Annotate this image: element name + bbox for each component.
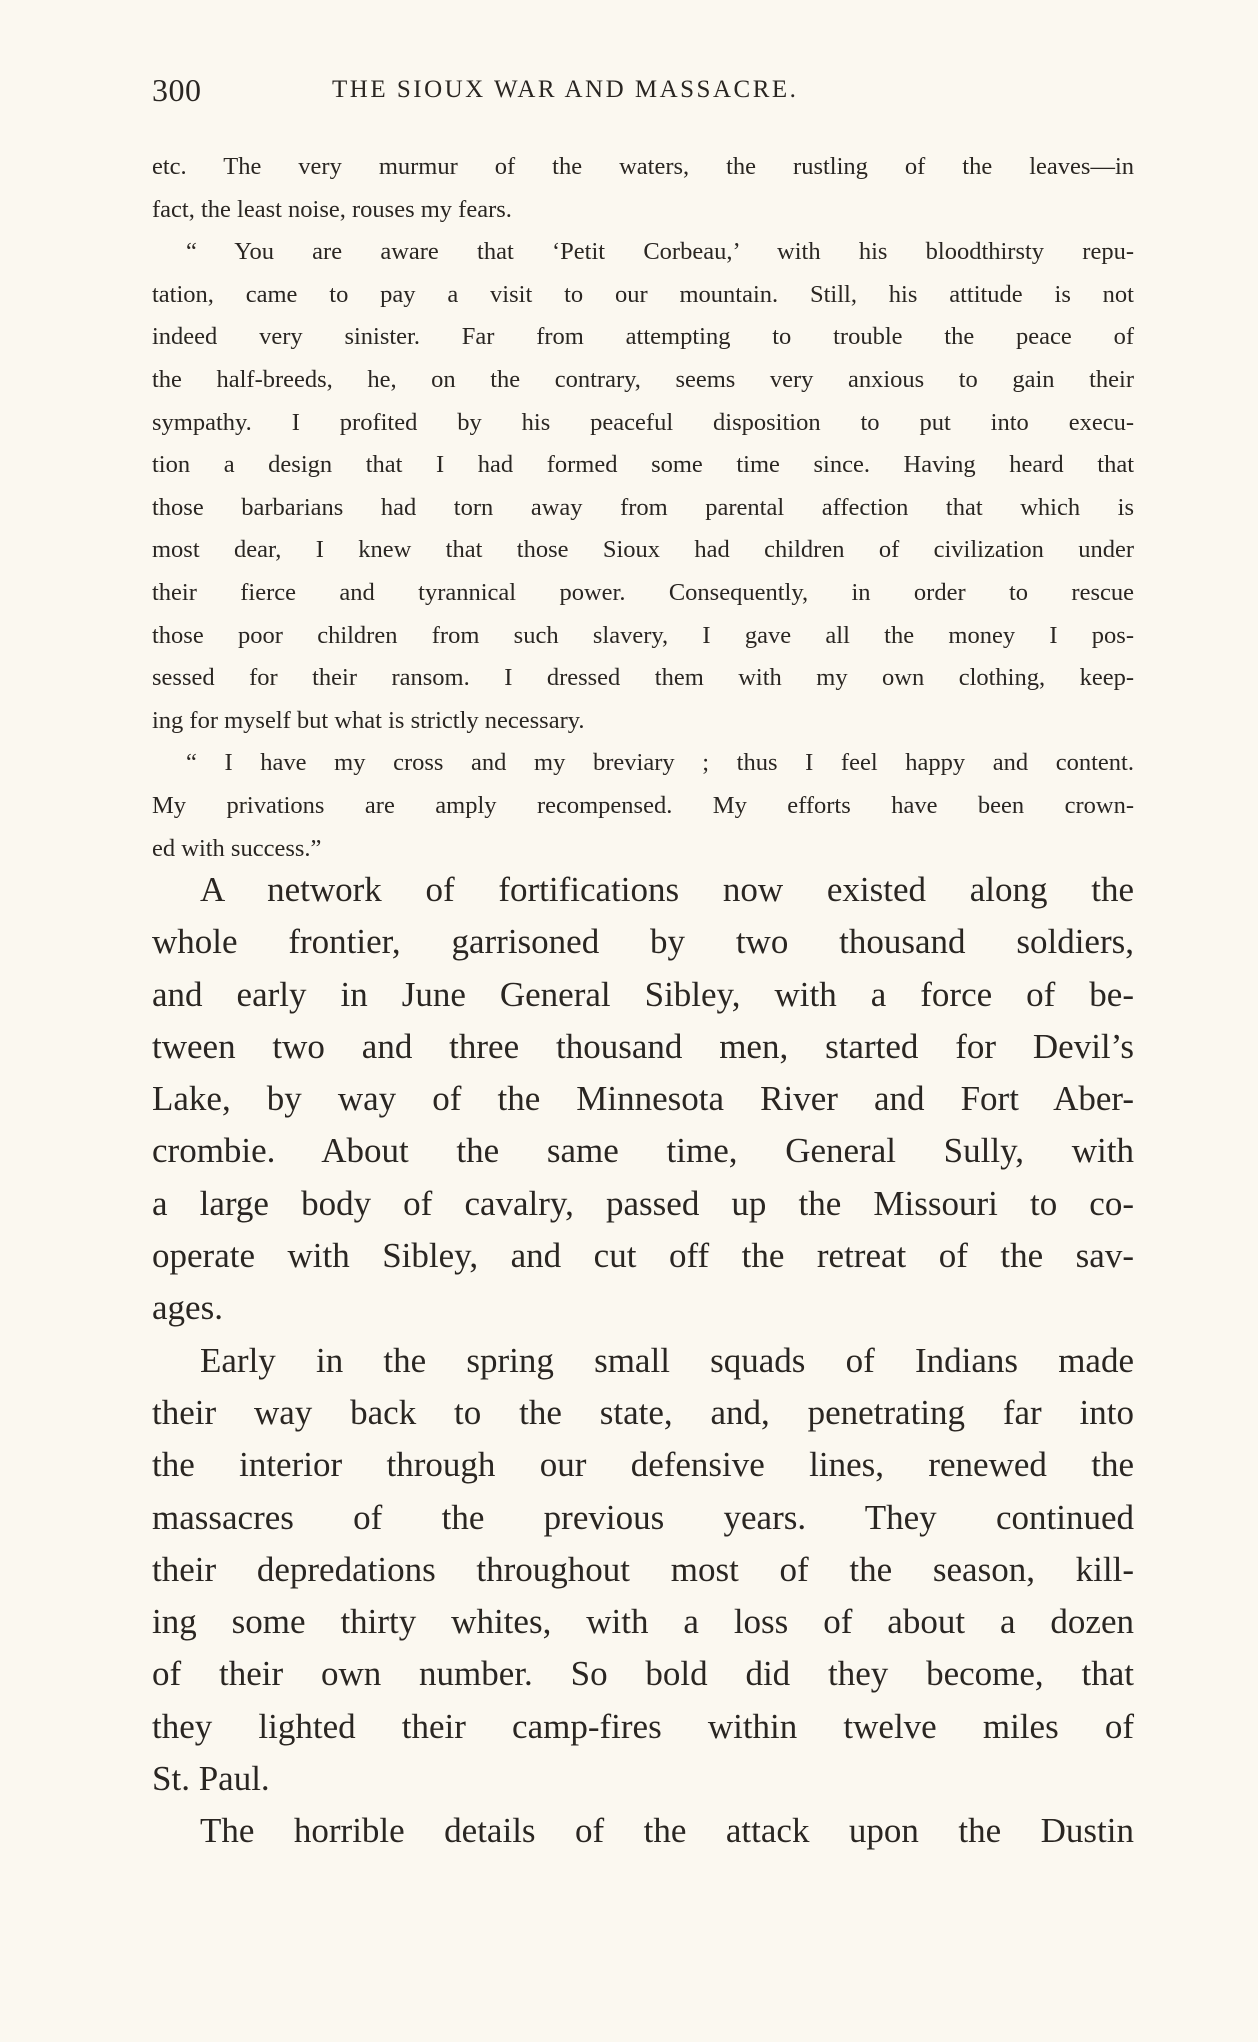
- quote-line: indeed very sinister. Far from attempting to trouble the peace of: [152, 323, 1134, 351]
- quote-line: tion a design that I had formed some time since. Having heard that: [152, 451, 1134, 479]
- quote-line: tation, came to pay a visit to our mountain. Still, his attitude is not: [152, 280, 1134, 308]
- body-line: their way back to the state, and, penetrating far into: [152, 1392, 1134, 1432]
- body-line: ing some thirty whites, with a loss of about a dozen: [152, 1602, 1134, 1642]
- body-line: The horrible details of the attack upon the Dustin: [200, 1811, 1134, 1851]
- body-line: A network of fortifications now existed along the: [200, 870, 1134, 909]
- quote-line: their fierce and tyrannical power. Consequently, in order to rescue: [152, 578, 1134, 606]
- body-line: a large body of cavalry, passed up the Missouri to co-: [152, 1183, 1134, 1223]
- quote-line: “ I have my cross and my breviary ; thus I feel happy and content.: [186, 749, 1134, 777]
- body-text: [152, 864, 1134, 1858]
- quoted-letter: [152, 146, 1134, 870]
- quote-line: those poor children from such slavery, I gave all the money I pos-: [152, 621, 1134, 649]
- body-line: of their own number. So bold did they become, that: [152, 1654, 1134, 1694]
- quote-line: “ You are aware that ‘Petit Corbeau,’ with his bloodthirsty repu-: [186, 238, 1134, 266]
- quote-line: those barbarians had torn away from parental affection that which is: [152, 493, 1134, 521]
- body-line: tween two and three thousand men, started for Devil’s: [152, 1026, 1134, 1066]
- body-line: ages.: [152, 1288, 223, 1328]
- quote-line: most dear, I knew that those Sioux had children of civilization under: [152, 536, 1134, 564]
- quote-line: etc. The very murmur of the waters, the rustling of the leaves—in: [152, 153, 1134, 180]
- quote-line: My privations are amply recompensed. My efforts have been crown-: [152, 791, 1134, 819]
- body-line: the interior through our defensive lines, renewed the: [152, 1445, 1134, 1485]
- quote-line: sympathy. I profited by his peaceful disposition to put into execu-: [152, 408, 1134, 436]
- quote-line: ing for myself but what is strictly necessary.: [152, 706, 585, 734]
- quote-line: ed with success.”: [152, 834, 322, 862]
- body-line: their depredations throughout most of the season, kill-: [152, 1549, 1134, 1589]
- body-line: they lighted their camp-fires within twelve miles of: [152, 1706, 1134, 1746]
- body-line: and early in June General Sibley, with a force of be-: [152, 974, 1134, 1014]
- quote-line: fact, the least noise, rouses my fears.: [152, 195, 512, 223]
- page-header: [152, 72, 1112, 122]
- body-line: crombie. About the same time, General Sully, with: [152, 1131, 1134, 1171]
- running-title: THE SIOUX WAR AND MASSACRE.: [332, 76, 799, 103]
- body-line: operate with Sibley, and cut off the retreat of the sav-: [152, 1236, 1134, 1276]
- body-line: Lake, by way of the Minnesota River and Fort Aber-: [152, 1079, 1134, 1119]
- body-line: whole frontier, garrisoned by two thousand soldiers,: [152, 922, 1134, 962]
- body-line: St. Paul.: [152, 1759, 270, 1799]
- quote-line: sessed for their ransom. I dressed them with my own clothing, keep-: [152, 664, 1134, 692]
- body-line: massacres of the previous years. They continued: [152, 1497, 1134, 1537]
- quote-line: the half-breeds, he, on the contrary, seems very anxious to gain their: [152, 365, 1134, 393]
- page-number: 300: [152, 72, 202, 108]
- body-line: Early in the spring small squads of Indians made: [200, 1340, 1134, 1380]
